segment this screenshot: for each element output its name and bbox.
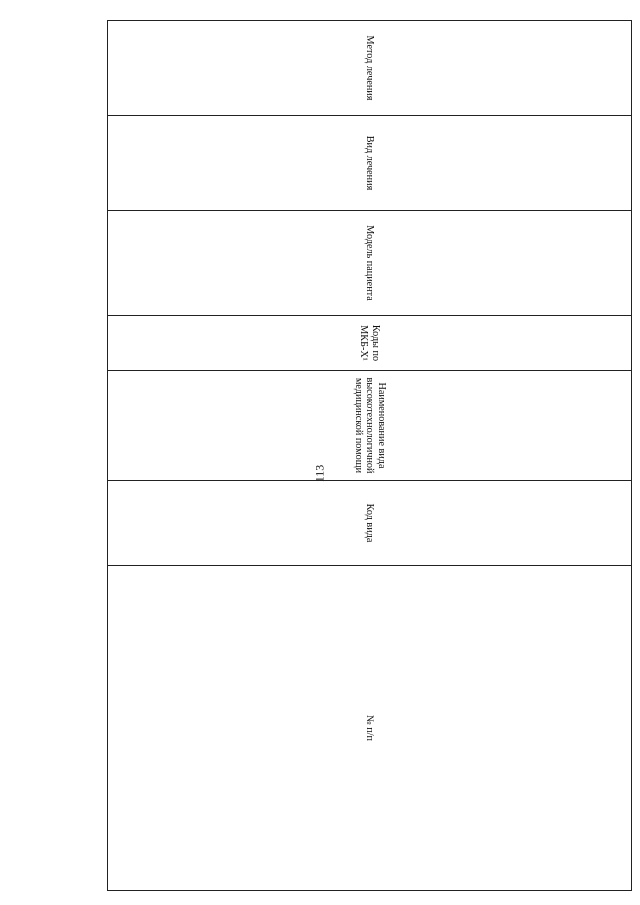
- header-row: [108, 21, 632, 891]
- header-num: Метод лечения: [108, 21, 632, 116]
- treatment-table: [107, 20, 632, 891]
- rotated-table-container: [107, 20, 632, 890]
- header-model: Модель пациента: [108, 211, 632, 316]
- header-mkb: Коды по МКБ-X¹: [108, 316, 632, 371]
- header-name: Наименование вида высокотехнологичной медицинской помощи: [108, 371, 632, 481]
- header-code: Код вида: [108, 481, 632, 566]
- page-number: 113: [312, 464, 327, 483]
- header-type: Вид лечения: [108, 116, 632, 211]
- header-method: № п/п: [108, 566, 632, 891]
